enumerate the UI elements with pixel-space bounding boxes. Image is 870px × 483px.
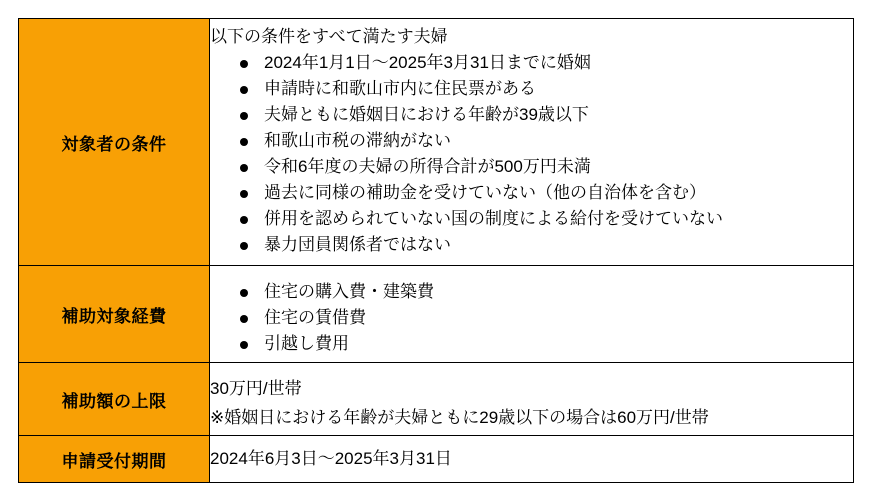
subsidy-limit-note: ※婚姻日における年齢が夫婦ともに29歳以下の場合は60万円/世帯 <box>210 407 709 427</box>
eligibility-bullet-list <box>210 51 853 258</box>
list-item: 令和6年度の夫婦の所得合計が500万円未満 <box>236 155 853 180</box>
row-label-application-period: 申請受付期間 <box>19 436 210 483</box>
list-item: 申請時に和歌山市内に住民票がある <box>236 77 853 102</box>
list-item: 夫婦ともに婚姻日における年齢が39歳以下 <box>236 103 853 128</box>
list-item: 暴力団員関係者ではない <box>236 233 853 258</box>
list-item: 2024年1月1日〜2025年3月31日までに婚姻 <box>236 51 853 76</box>
list-item: 和歌山市税の滞納がない <box>236 129 853 154</box>
row-label-eligible-expenses: 補助対象経費 <box>19 266 210 363</box>
row-value-subsidy-limit <box>210 363 854 436</box>
expenses-bullet-list <box>210 280 853 357</box>
subsidy-overview-table <box>18 18 854 483</box>
table-row-application-period <box>19 436 854 483</box>
list-item: 住宅の購入費・建築費 <box>236 280 853 305</box>
subsidy-limit-amount: 30万円/世帯 <box>210 379 302 398</box>
list-item: 引越し費用 <box>236 332 853 357</box>
row-label-subsidy-limit: 補助額の上限 <box>19 363 210 436</box>
list-item: 過去に同様の補助金を受けていない（他の自治体を含む） <box>236 181 853 206</box>
row-value-eligible-expenses <box>210 266 854 363</box>
application-period-range: 2024年6月3日〜2025年3月31日 <box>210 449 452 469</box>
list-item: 併用を認められていない国の制度による給付を受けていない <box>236 207 853 232</box>
row-label-eligibility: 対象者の条件 <box>19 19 210 266</box>
table-row-eligible-expenses <box>19 266 854 363</box>
row-value-application-period <box>210 436 854 483</box>
list-item: 住宅の賃借費 <box>236 306 853 331</box>
row-value-eligibility <box>210 19 854 266</box>
table-row-eligibility <box>19 19 854 266</box>
eligibility-intro: 以下の条件をすべて満たす夫婦 <box>210 26 448 46</box>
table-row-subsidy-limit <box>19 363 854 436</box>
